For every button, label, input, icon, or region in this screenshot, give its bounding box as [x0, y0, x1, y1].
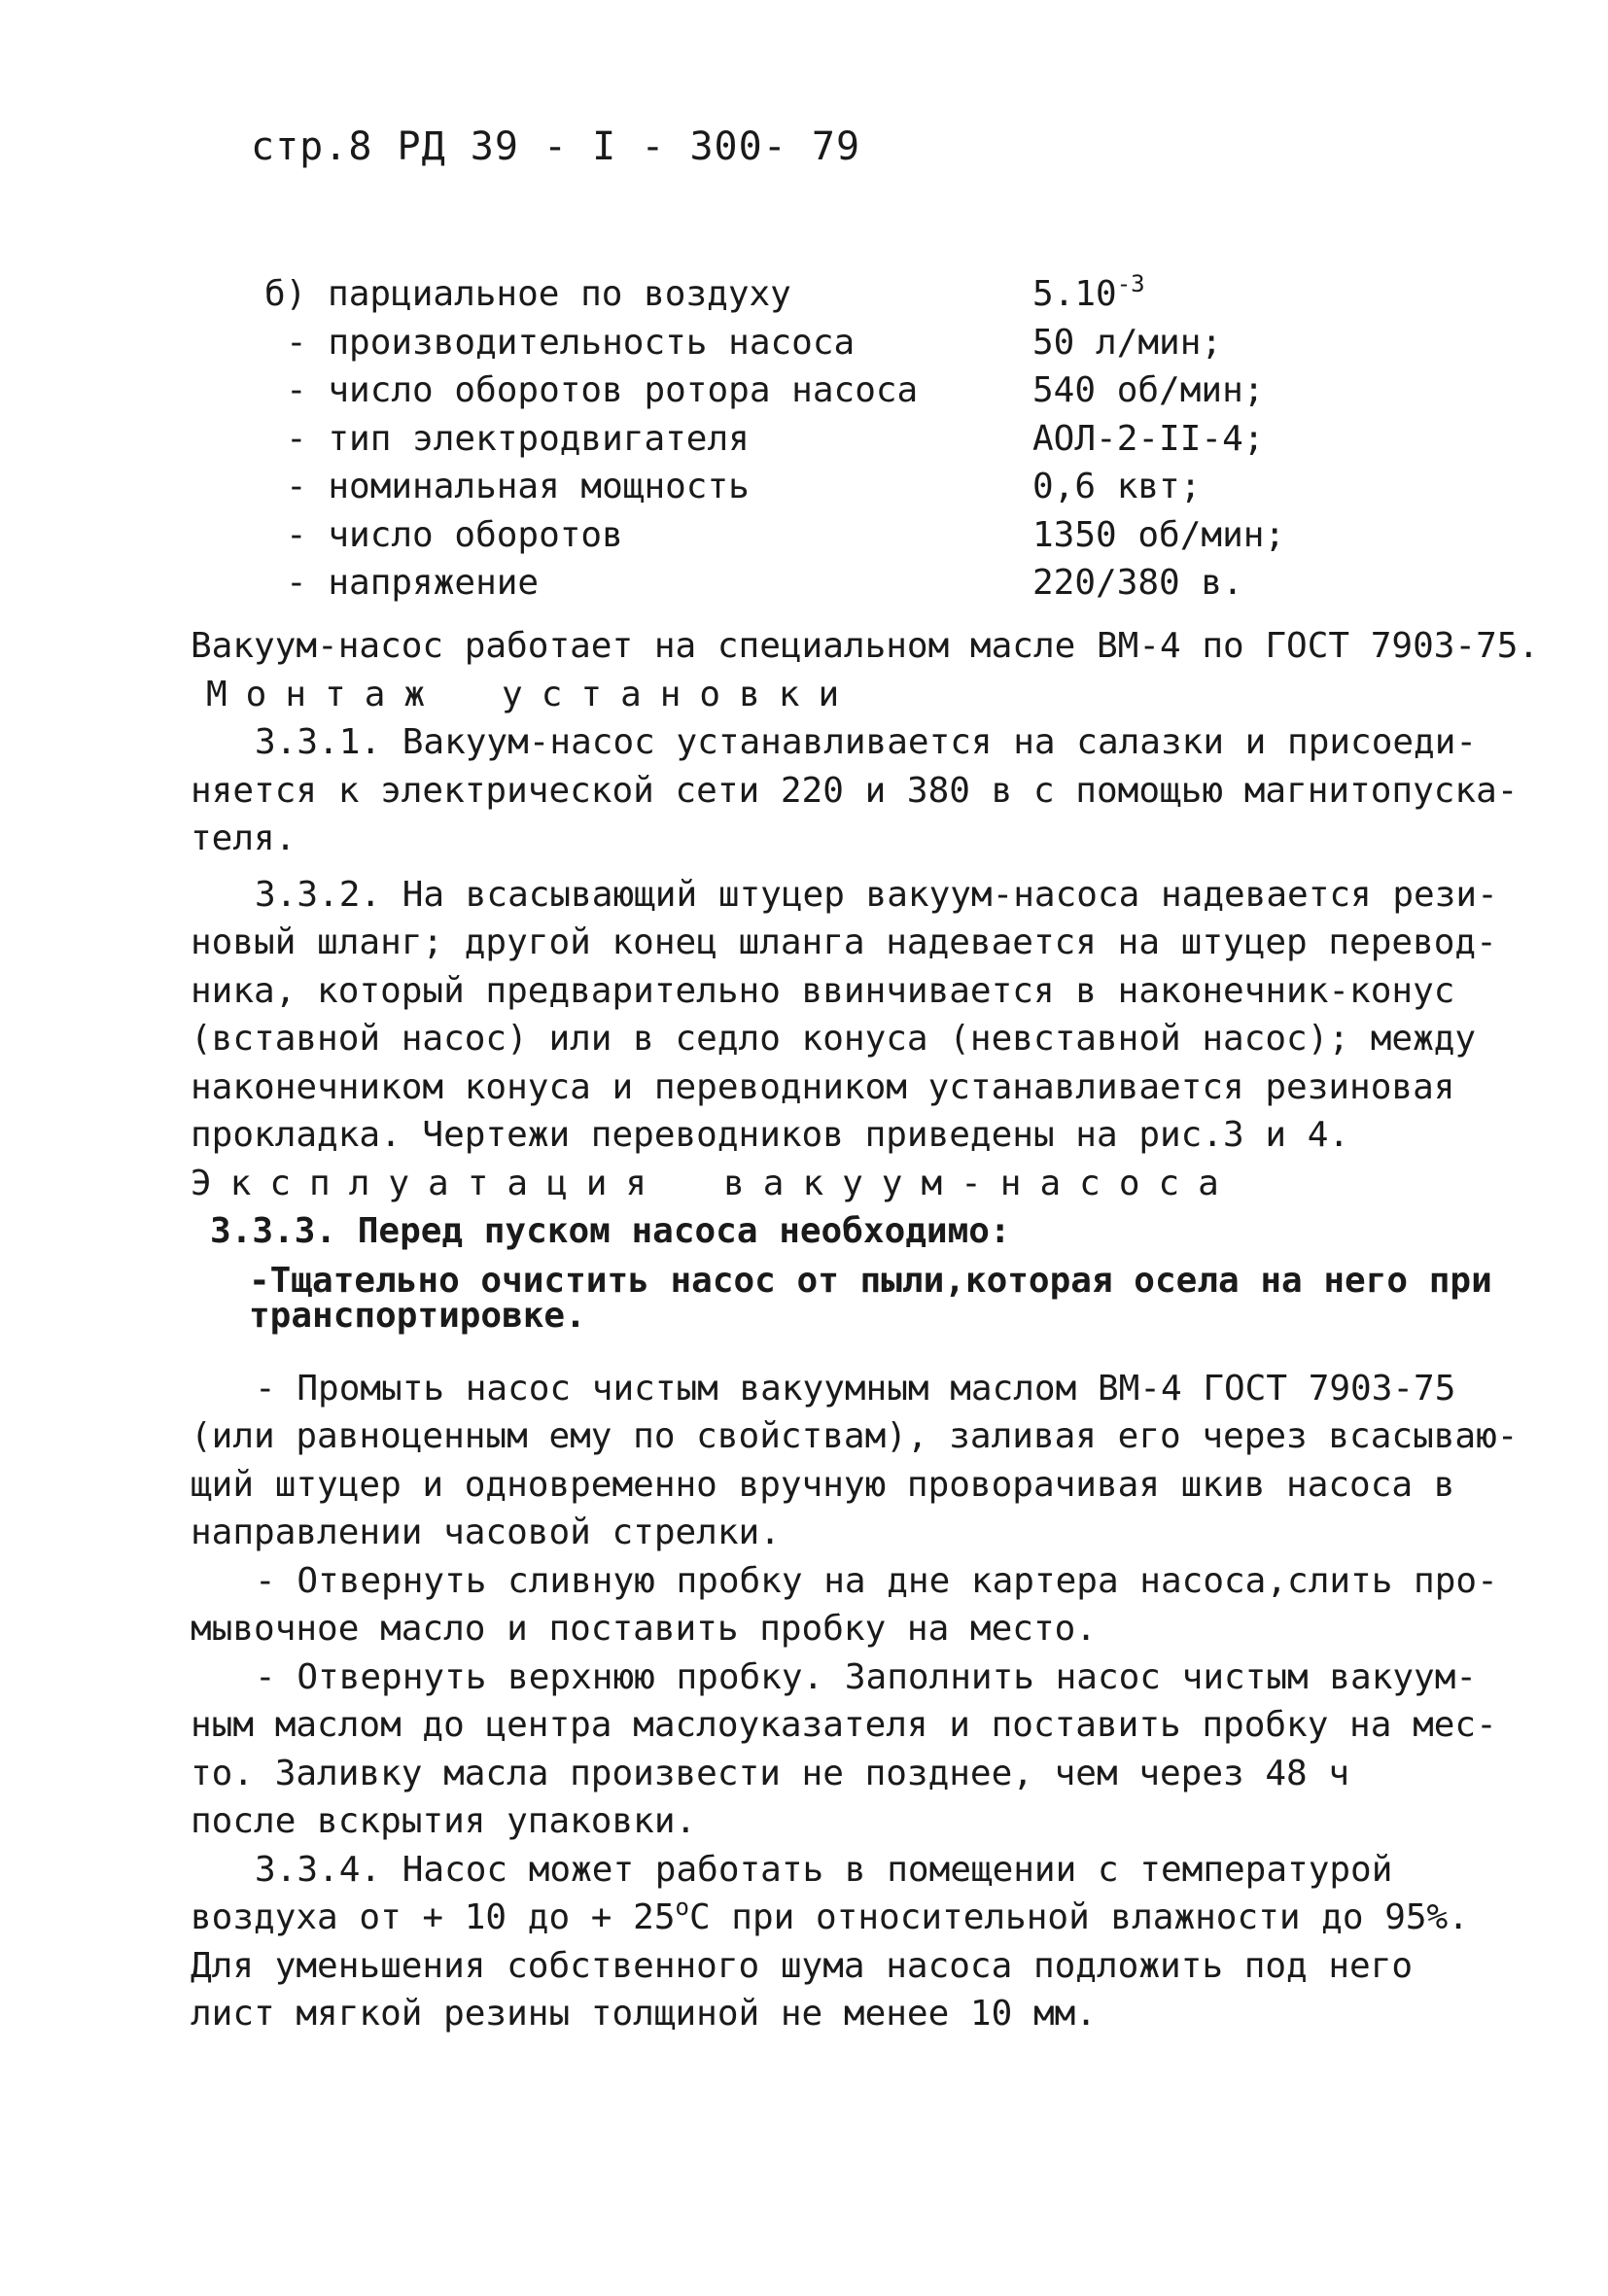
- item-fill: [191, 1653, 1497, 1846]
- text-line: лист мягкой резины толщиной не менее 10 мм.: [191, 1994, 1097, 2034]
- paragraph-3-3-2: [191, 871, 1498, 1160]
- text-line: - Отвернуть верхнюю пробку. Заполнить насос чистым вакуум-: [255, 1656, 1478, 1697]
- text-fragment: воздуха от + 10 до + 25: [191, 1897, 676, 1937]
- spec-row: [264, 415, 1431, 464]
- spec-row: [264, 463, 1431, 511]
- spec-label: - число оборотов ротора насоса: [286, 370, 919, 410]
- text-line: 3.3.1. Вакуум-насос устанавливается на салазки и присоеди-: [255, 722, 1478, 762]
- text-fragment: С при относительной влажности до 95%.: [688, 1897, 1469, 1937]
- section-heading-montage: [191, 671, 1445, 719]
- text-line: 3.3.2. На всасывающий штуцер вакуум-насоса надевается рези-: [255, 874, 1498, 915]
- heading-word: вакуум-насоса: [723, 1163, 1238, 1203]
- text-line: - Промыть насос чистым вакуумным маслом ВМ-4 ГОСТ 7903-75: [255, 1368, 1456, 1409]
- spec-label: - номинальная мощность: [286, 467, 750, 506]
- text-line: (или равноценным ему по свойствам), заливая его через всасываю-: [191, 1416, 1519, 1456]
- text-line: [191, 1894, 1469, 1942]
- spec-value: 220/380 в.: [1032, 563, 1243, 603]
- body-text: [191, 622, 1540, 2038]
- paragraph-3-3-1: [191, 718, 1519, 863]
- text-line: Для уменьшения собственного шума насоса подложить под него: [191, 1945, 1414, 1986]
- heading-word: Эксплуатация: [191, 1163, 666, 1203]
- text-line: 3.3.4. Насос может работать в помещении с температурой: [255, 1849, 1393, 1890]
- text-line: транспортировке.: [249, 1295, 586, 1336]
- spec-label: - напряжение: [286, 563, 540, 603]
- spec-row: [264, 319, 1431, 367]
- spec-value: 1350 об/мин;: [1032, 514, 1286, 555]
- paragraph-3-3-3-title: 3.3.3. Перед пуском насоса необходимо:: [210, 1211, 1011, 1251]
- paragraph-3-3-4: [191, 1846, 1469, 2038]
- text-line: няется к электрической сети 220 и 380 в с помощью магнитопуска-: [191, 770, 1519, 811]
- text-line: - Отвернуть сливную пробку на дне картера насоса,слить про-: [255, 1560, 1498, 1601]
- section-heading-operation: [191, 1160, 1445, 1208]
- text-line: -Тщательно очистить насос от пыли,которая осела на него при: [249, 1260, 1492, 1301]
- heading-word: установки: [502, 674, 858, 714]
- page-header: стр.8 РД 39 - I - 300- 79: [251, 124, 861, 169]
- spec-value-exponent: -3: [1116, 270, 1145, 297]
- text-line: мывочное масло и поставить пробку на место.: [191, 1609, 1097, 1649]
- text-line: (вставной насос) или в седло конуса (невставной насос); между: [191, 1019, 1477, 1059]
- text-line: ника, который предварительно ввинчивается в наконечник-конус: [191, 970, 1455, 1011]
- text-line: после вскрытия упаковки.: [191, 1801, 697, 1841]
- spec-value: [1032, 270, 1145, 319]
- item-clean: [191, 1260, 1492, 1336]
- item-drain: [191, 1557, 1498, 1653]
- text-line: направлении часовой стрелки.: [191, 1513, 781, 1552]
- text-line: ным маслом до центра маслоуказателя и поставить пробку на мес-: [191, 1705, 1497, 1745]
- spec-list: [264, 270, 1431, 608]
- spec-value-base: 5.10: [1032, 274, 1117, 314]
- oil-line: Вакуум-насос работает на специальном масле ВМ-4 по ГОСТ 7903-75.: [191, 626, 1540, 666]
- spec-row: [264, 270, 1431, 319]
- spec-row: [264, 511, 1431, 560]
- text-line: щий штуцер и одновременно вручную проворачивая шкив насоса в: [191, 1464, 1455, 1505]
- spec-value: 540 об/мин;: [1032, 370, 1265, 410]
- item-flush: [191, 1365, 1519, 1557]
- degree-sign: о: [675, 1894, 689, 1921]
- spec-value: 0,6 квт;: [1032, 467, 1202, 506]
- spec-label: - тип электродвигателя: [286, 418, 750, 459]
- text-line: то. Заливку масла произвести не позднее, чем через 48 ч: [191, 1753, 1350, 1793]
- heading-word: Монтаж: [206, 674, 444, 714]
- spec-value: АОЛ-2-II-4;: [1032, 418, 1265, 459]
- text-line: наконечником конуса и переводником устанавливается резиновая: [191, 1066, 1455, 1107]
- text-line: теля.: [191, 818, 297, 858]
- text-line: прокладка. Чертежи переводников приведены на рис.3 и 4.: [191, 1115, 1350, 1155]
- spec-label: б) парциальное по воздуху: [264, 274, 791, 314]
- text-line: новый шланг; другой конец шланга надевается на штуцер перевод-: [191, 922, 1497, 962]
- spec-label: - число оборотов: [286, 514, 623, 555]
- spec-label: - производительность насоса: [286, 322, 856, 363]
- spec-row: [264, 366, 1431, 415]
- spec-row: [264, 559, 1431, 608]
- spec-value: 50 л/мин;: [1032, 322, 1223, 363]
